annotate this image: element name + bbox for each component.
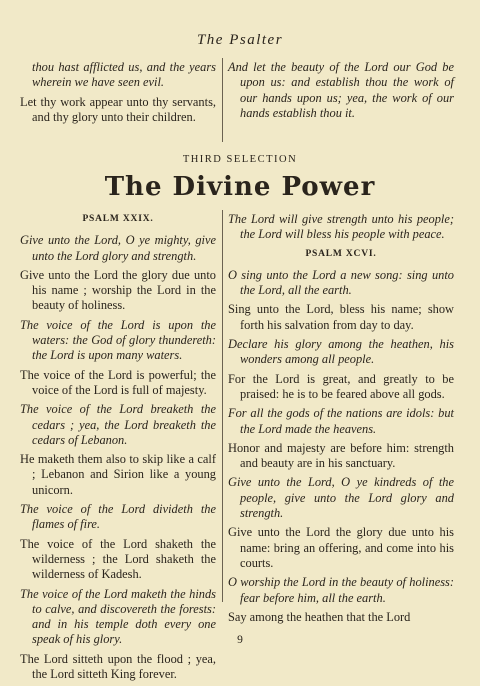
verse: For all the gods of the nations are idols: but the Lord made the heavens.: [228, 406, 454, 436]
verse: Give unto the Lord the glory due unto his name: bring an offering, and come into his courts.: [228, 525, 454, 570]
verse: The voice of the Lord maketh the hinds to calve, and discovereth the forests: and in his temple doth every one speak of his glory.: [20, 586, 216, 647]
psalm-heading: PSALM XCVI.: [305, 248, 377, 259]
verse: The voice of the Lord divideth the flames of fire.: [20, 502, 216, 532]
column-divider-bottom: [222, 210, 223, 602]
verse: The voice of the Lord breaketh the cedars ; yea, the Lord breaketh the cedars of Lebanon.: [20, 402, 216, 447]
psalm-heading: PSALM XXIX.: [82, 214, 154, 224]
verse: Say among the heathen that the Lord: [228, 609, 411, 624]
verse: O sing unto the Lord a new song: sing unto the Lord, all the earth.: [228, 267, 454, 298]
section-label: THIRD SELECTION: [182, 154, 298, 165]
verse: Give unto the Lord, O ye mighty, give unto the Lord glory and strength.: [20, 233, 216, 263]
verse: For the Lord is great, and greatly to be praised: he is to be feared above all gods.: [228, 371, 454, 401]
verse: The voice of the Lord is powerful; the voice of the Lord is full of majesty.: [20, 367, 216, 397]
verse: O worship the Lord in the beauty of holiness: fear before him, all the earth.: [228, 575, 454, 605]
running-header: The Psalter: [196, 32, 284, 48]
verse: Sing unto the Lord, bless his name; show forth his salvation from day to day.: [228, 302, 454, 332]
section-title: The Divine Power: [104, 172, 376, 202]
verse: Let thy work appear unto thy servants, and thy glory unto their children.: [20, 94, 216, 124]
right-column: [228, 212, 454, 629]
verse: Declare his glory among the heathen, his wonders among all people.: [228, 337, 454, 367]
verse: Give unto the Lord, O ye kindreds of the people, give unto the Lord glory and strength.: [228, 475, 454, 521]
page-number: 9: [237, 634, 243, 646]
verse: He maketh them also to skip like a calf ; Lebanon and Sirion like a young unicorn.: [20, 452, 216, 497]
top-left-column: [20, 60, 216, 129]
verse: Honor and majesty are before him: strength and beauty are in his sanctuary.: [228, 440, 454, 471]
verse: The voice of the Lord is upon the waters: the God of glory thundereth: the Lord is upon many waters.: [20, 317, 216, 363]
left-column: [20, 210, 216, 686]
verse: The Lord will give strength unto his people; the Lord will bless his people with peace.: [228, 212, 454, 242]
verse: The voice of the Lord shaketh the wilderness ; the Lord shaketh the wilderness of Kadesh.: [20, 536, 216, 582]
verse: Give unto the Lord the glory due unto his name ; worship the Lord in the beauty of holiness.: [20, 267, 216, 313]
verse: The Lord sitteth upon the flood ; yea, the Lord sitteth King forever.: [20, 651, 216, 682]
verse: And let the beauty of the Lord our God be upon us: and establish thou the work of our hands upon us; yea, the work of our hands establish thou it.: [228, 60, 454, 120]
top-right-column: [228, 60, 454, 125]
column-divider-top: [222, 58, 223, 142]
verse: thou hast afflicted us, and the years wherein we have seen evil.: [32, 60, 216, 90]
